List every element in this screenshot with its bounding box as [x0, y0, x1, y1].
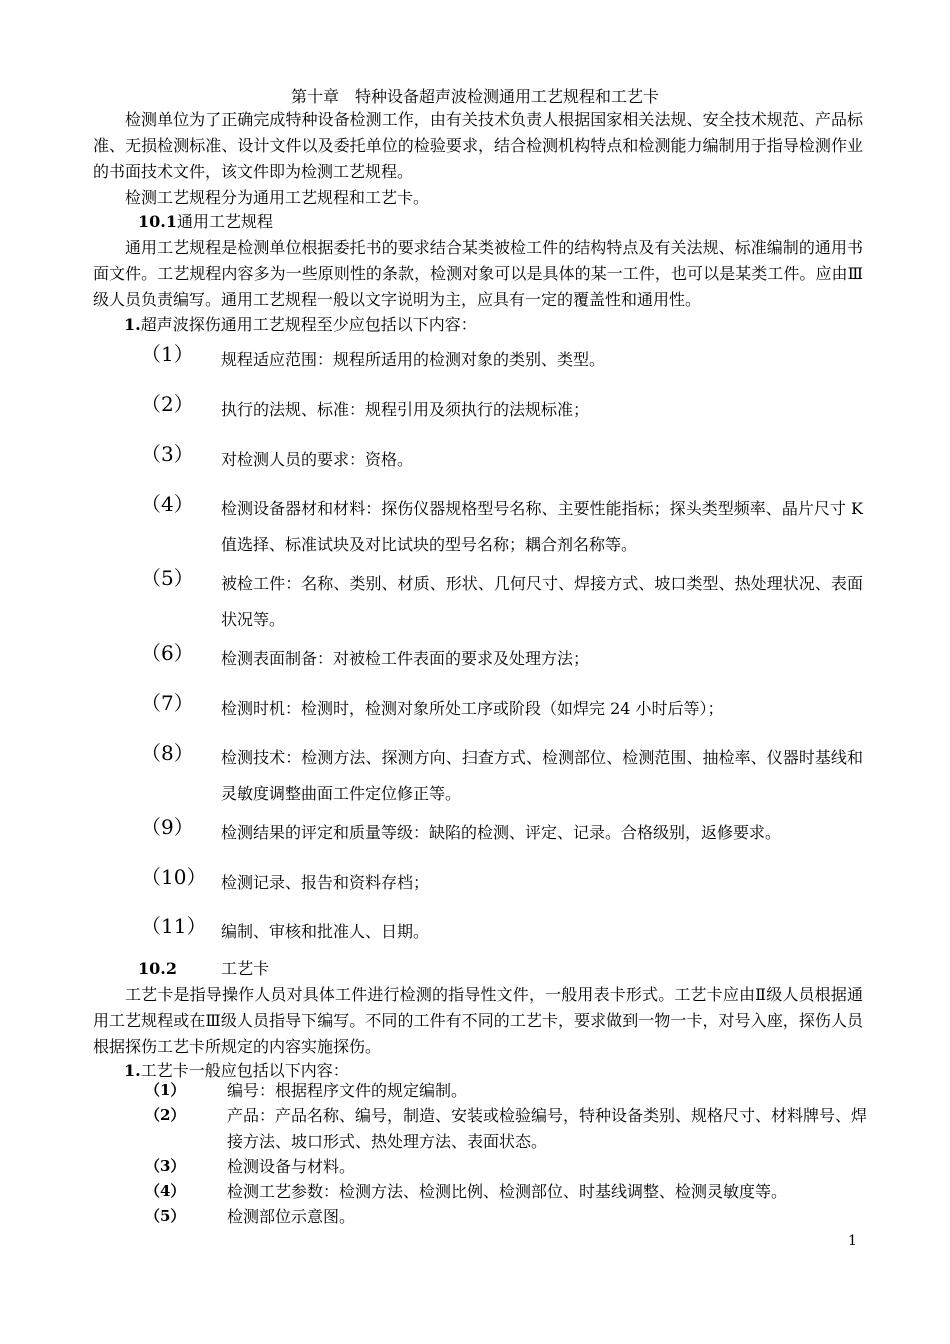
list-item-text: 检测表面制备：对被检工件表面的要求及处理方法；: [221, 649, 590, 668]
section-number: 10.1: [138, 212, 177, 231]
list-item-text: 产品：产品名称、编号，制造、安装或检验编号，特种设备类别、规格尺寸、材料牌号、焊接方法、坡口形式、热处理方法、表面状态。: [227, 1106, 868, 1151]
list-item-text: 检测结果的评定和质量等级：缺陷的检测、评定、记录。合格级别，返修要求。: [221, 823, 782, 842]
list-item-text: 编号：根据程序文件的规定编制。: [227, 1081, 468, 1100]
list-item-number: （3）: [141, 442, 194, 466]
list-item-text: 检测记录、报告和资料存档；: [221, 873, 430, 892]
list-item-text: 检测设备器材和材料：探伤仪器规格型号名称、主要性能指标；探头类型频率、晶片尺寸 K 值选择、标准试块及对比试块的型号名称；耦合剂名称等。: [221, 499, 863, 554]
section-heading-10-1: [138, 209, 273, 235]
list-intro-number: 1.: [124, 315, 141, 334]
list-item-text: 检测时机：检测时，检测对象所处工序或阶段（如焊完 24 小时后等）；: [221, 699, 724, 718]
list-item-text: 规程适应范围：规程所适用的检测对象的类别、类型。: [221, 350, 606, 369]
list-item-number: （8）: [141, 741, 194, 765]
list-item-number: （1）: [141, 342, 194, 366]
list-intro-number: 1.: [124, 1061, 141, 1080]
list-item-number: （5）: [141, 566, 194, 590]
list-intro-text: 超声波探伤通用工艺规程至少应包括以下内容：: [140, 315, 477, 334]
list-item-text: 执行的法规、标准：规程引用及须执行的法规标准；: [221, 400, 590, 419]
list-item-number: （2）: [145, 1106, 186, 1124]
chapter-title: 第十章 特种设备超声波检测通用工艺规程和工艺卡: [290, 87, 659, 106]
list-item-text: 检测设备与材料。: [227, 1157, 356, 1176]
section-number: 10.2: [138, 959, 177, 978]
list-item-text: 被检工件：名称、类别、材质、形状、几何尺寸、焊接方式、坡口类型、热处理状况、表面状况等。: [221, 574, 863, 629]
list-item-number: （3）: [145, 1157, 186, 1175]
section-heading-10-2: [138, 956, 269, 982]
list-item-text: 检测部位示意图。: [227, 1207, 356, 1226]
list-item-number: （4）: [141, 492, 194, 516]
section1-paragraph: 通用工艺规程是检测单位根据委托书的要求结合某类被检工件的结构特点及有关法规、标准编制的通用书面文件。工艺规程内容多为一些原则性的条款，检测对象可以是具体的某一工件，也可以是某类工件。应由Ⅲ级人员负责编写。通用工艺规程一般以文字说明为主，应具有一定的覆盖性和通用性。: [93, 238, 863, 309]
list-item-text: 编制、审核和批准人、日期。: [221, 922, 430, 941]
list-item-number: （5）: [145, 1207, 186, 1225]
list-item-text: 对检测人员的要求：资格。: [221, 450, 414, 469]
list-item-number: （7）: [141, 691, 194, 715]
list-item-number: （1）: [145, 1081, 186, 1099]
intro-paragraph-1: 检测单位为了正确完成特种设备检测工作，由有关技术负责人根据国家相关法规、安全技术规范、产品标准、无损检测标准、设计文件以及委托单位的检验要求，结合检测机构特点和检测能力编制用于指导检测作业的书面技术文件，该文件即为检测工艺规程。: [93, 110, 863, 181]
list-item-text: 检测工艺参数：检测方法、检测比例、检测部位、时基线调整、检测灵敏度等。: [227, 1182, 788, 1201]
page-number: 1: [848, 1233, 857, 1249]
list-item-text: 检测技术：检测方法、探测方向、扫查方式、检测部位、检测范围、抽检率、仪器时基线和灵敏度调整曲面工件定位修正等。: [221, 748, 863, 803]
section1-list-intro: [124, 312, 477, 338]
intro-paragraph-2: 检测工艺规程分为通用工艺规程和工艺卡。: [125, 188, 430, 207]
list-item-number: （10）: [141, 865, 207, 889]
list-item-number: （4）: [145, 1182, 186, 1200]
section-title: 通用工艺规程: [176, 212, 273, 231]
section-title: 工艺卡: [221, 959, 270, 978]
section2-paragraph: 工艺卡是指导操作人员对具体工件进行检测的指导性文件，一般用表卡形式。工艺卡应由Ⅱ级人员根据通用工艺规程或在Ⅲ级人员指导下编写。不同的工件有不同的工艺卡，要求做到一物一卡，对号入座，探伤人员根据探伤工艺卡所规定的内容实施探伤。: [93, 985, 863, 1056]
list-item-number: （11）: [141, 914, 207, 938]
list-item-number: （6）: [141, 641, 194, 665]
list-intro-text: 工艺卡一般应包括以下内容：: [140, 1061, 349, 1080]
list-item-number: （9）: [141, 815, 194, 839]
list-item-number: （2）: [141, 392, 194, 416]
